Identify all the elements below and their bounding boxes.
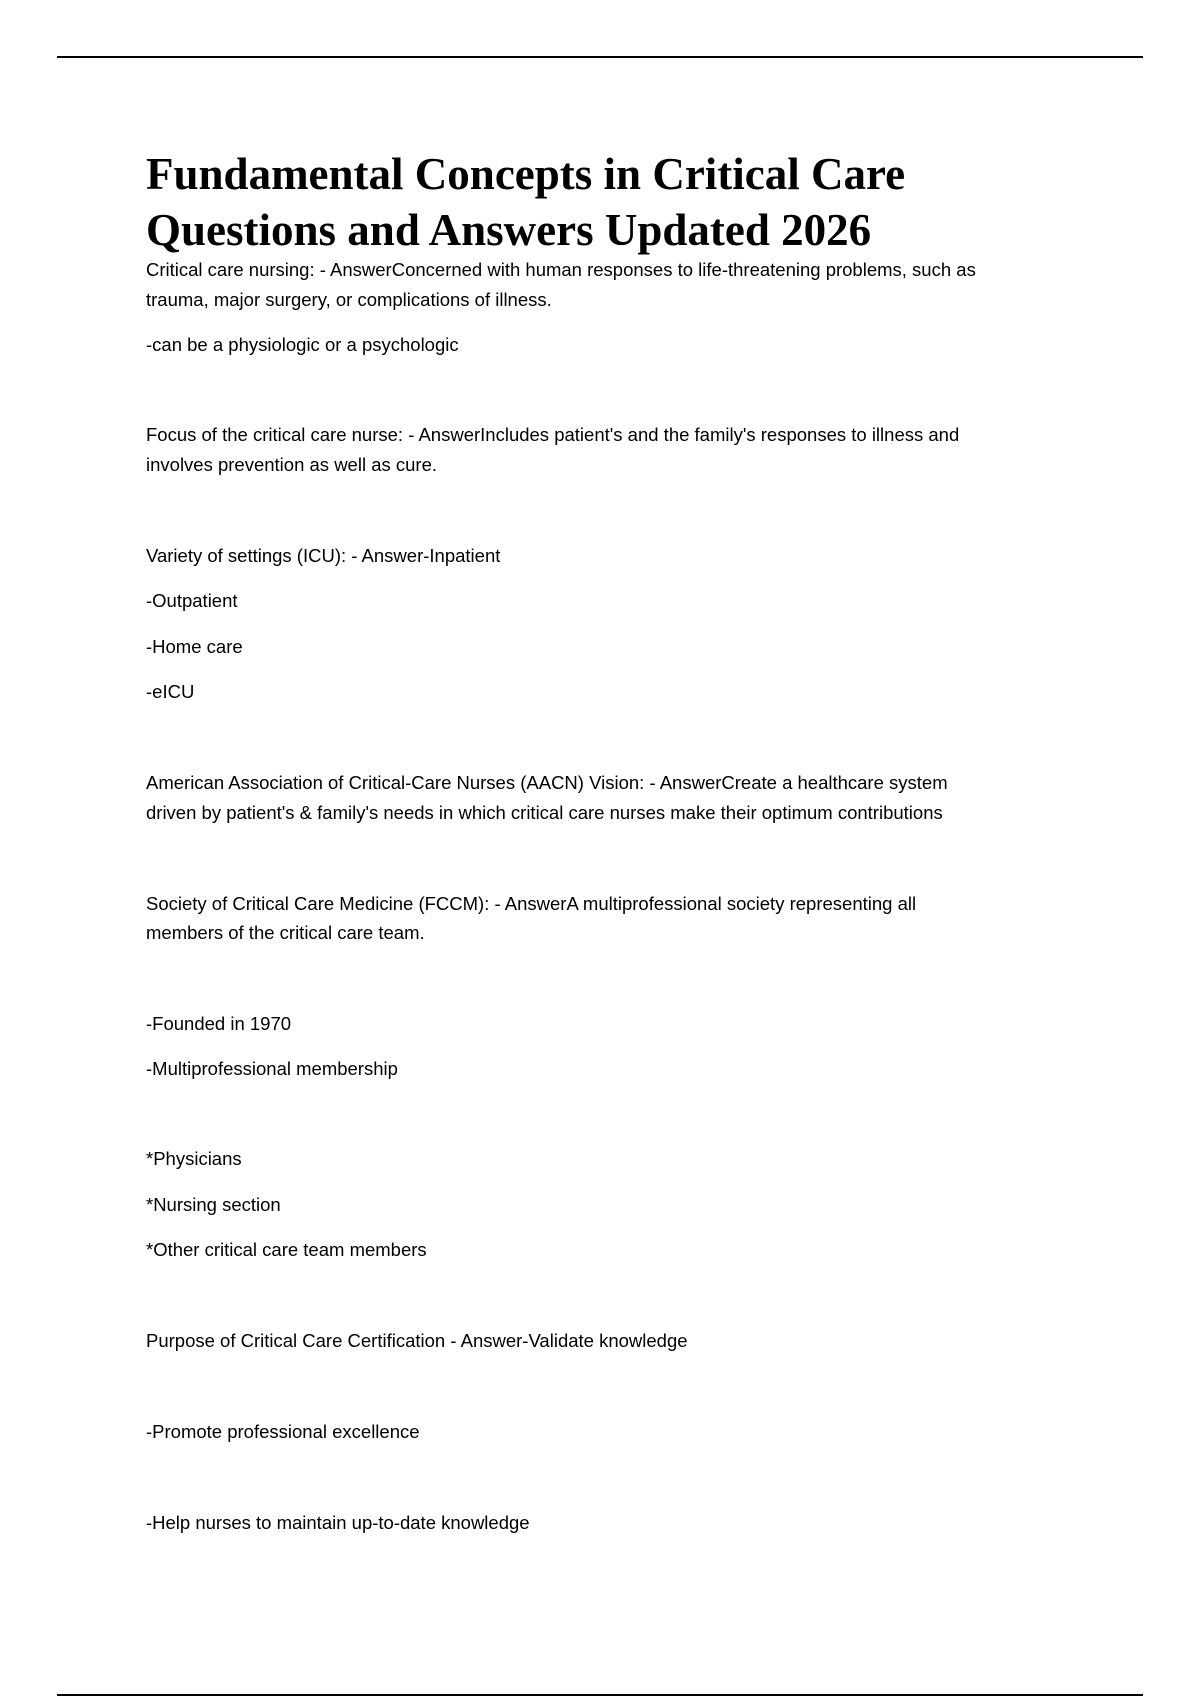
- text-line: involves prevention as well as cure.: [146, 454, 438, 475]
- text-line: *Other critical care team members: [146, 1239, 427, 1260]
- text-line: -Outpatient: [146, 590, 238, 611]
- bottom-rule: [57, 1694, 1143, 1696]
- text-line: members of the critical care team.: [146, 922, 425, 943]
- text-line: -eICU: [146, 681, 195, 702]
- text-line: American Association of Critical-Care Nurses (AACN) Vision: - AnswerCreate a healthcare system: [146, 772, 948, 793]
- text-line: -can be a physiologic or a psychologic: [146, 334, 459, 355]
- text-line: -Founded in 1970: [146, 1013, 292, 1034]
- text-line: -Multiprofessional membership: [146, 1058, 398, 1079]
- top-rule: [57, 56, 1143, 58]
- text-line: Variety of settings (ICU): - Answer-Inpatient: [146, 545, 501, 566]
- document-header: [146, 146, 1076, 262]
- text-line: -Home care: [146, 636, 243, 657]
- text-line: Purpose of Critical Care Certification - Answer-Validate knowledge: [146, 1330, 688, 1351]
- text-line: trauma, major surgery, or complications of illness.: [146, 289, 552, 310]
- title-line-1: Fundamental Concepts in Critical Care: [146, 149, 906, 199]
- title-line-2: Questions and Answers Updated 2026: [146, 205, 872, 255]
- text-line: Focus of the critical care nurse: - AnswerIncludes patient's and the family's responses to illness and: [146, 424, 960, 445]
- text-line: -Help nurses to maintain up-to-date knowledge: [146, 1512, 530, 1533]
- text-line: Critical care nursing: - AnswerConcerned with human responses to life-threatening problems, such as: [146, 259, 976, 280]
- document-title: [146, 146, 1076, 258]
- text-line: *Nursing section: [146, 1194, 281, 1215]
- text-line: driven by patient's & family's needs in which critical care nurses make their optimum contributions: [146, 802, 943, 823]
- text-line: *Physicians: [146, 1148, 242, 1169]
- text-line: Society of Critical Care Medicine (FCCM): - AnswerA multiprofessional society representing all: [146, 893, 917, 914]
- text-line: -Promote professional excellence: [146, 1421, 420, 1442]
